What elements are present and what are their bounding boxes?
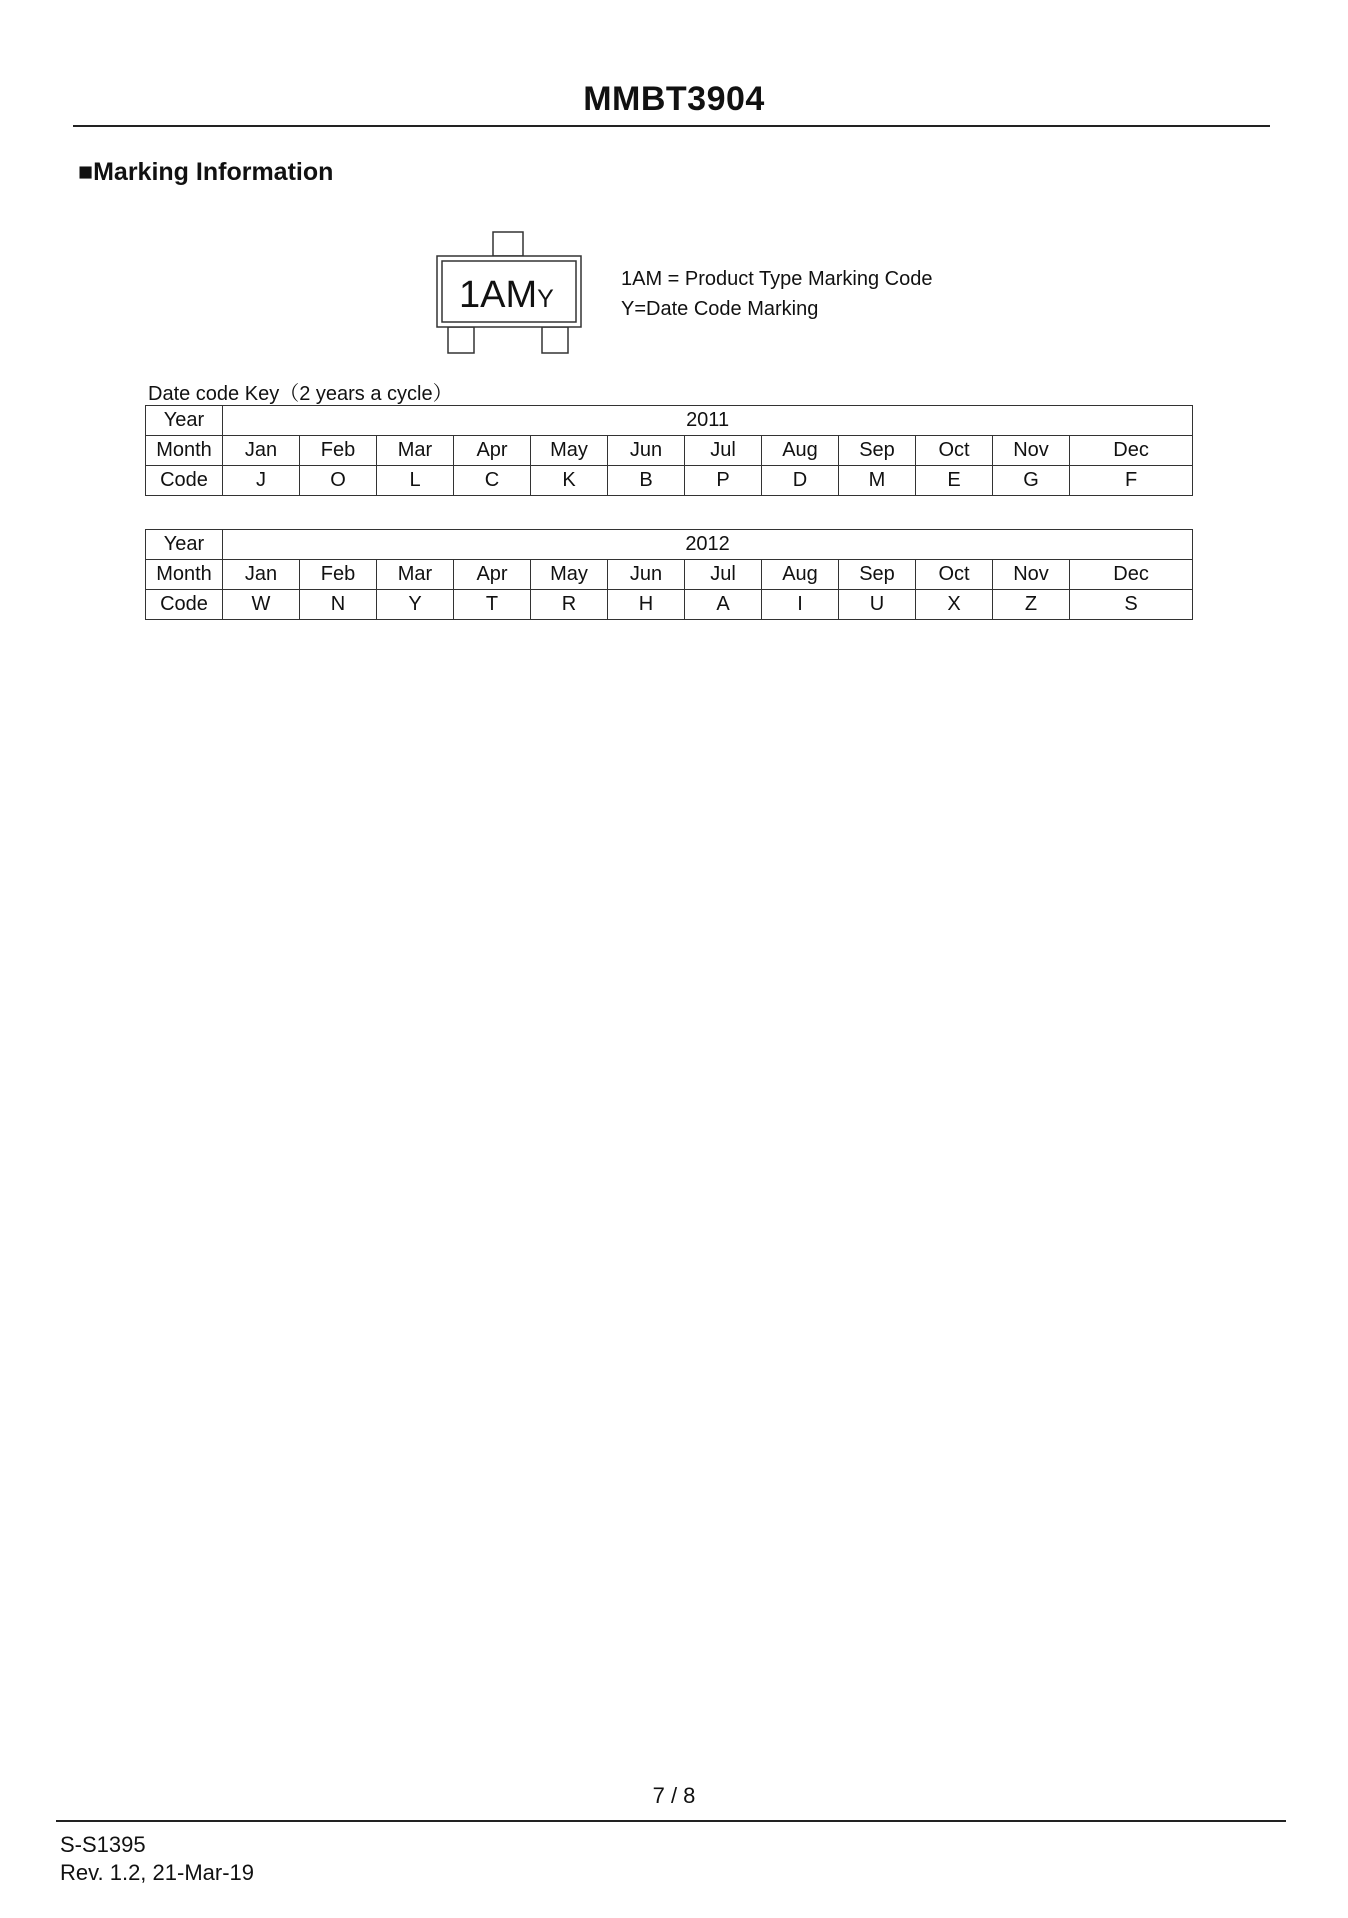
code-cell: N	[300, 590, 377, 620]
code-cell: L	[377, 466, 454, 496]
month-cell: Sep	[839, 560, 916, 590]
code-cell: W	[223, 590, 300, 620]
code-cell: Y	[377, 590, 454, 620]
month-cell: Mar	[377, 560, 454, 590]
code-label: Code	[146, 590, 223, 620]
code-cell: O	[300, 466, 377, 496]
table-row	[146, 406, 1193, 436]
code-cell: Z	[993, 590, 1070, 620]
month-cell: Feb	[300, 436, 377, 466]
code-cell: I	[762, 590, 839, 620]
month-cell: Oct	[916, 436, 993, 466]
code-cell: K	[531, 466, 608, 496]
marking-legend	[621, 264, 932, 324]
page-number: 7 / 8	[652, 1783, 696, 1808]
package-marking-code: 1AM	[459, 274, 538, 316]
header-divider	[73, 125, 1270, 127]
month-cell: Dec	[1070, 560, 1193, 590]
code-cell: A	[685, 590, 762, 620]
code-label: Code	[146, 466, 223, 496]
code-cell: P	[685, 466, 762, 496]
legend-product-code: 1AM = Product Type Marking Code	[621, 268, 933, 290]
month-cell: Jan	[223, 436, 300, 466]
month-cell: Sep	[839, 436, 916, 466]
package-left-lead	[448, 327, 474, 353]
month-cell: May	[531, 436, 608, 466]
code-cell: B	[608, 466, 685, 496]
section-heading: ■Marking Information	[78, 158, 334, 186]
month-cell: Jul	[685, 560, 762, 590]
code-cell: G	[993, 466, 1070, 496]
table-row	[146, 530, 1193, 560]
code-cell: X	[916, 590, 993, 620]
code-cell: U	[839, 590, 916, 620]
month-cell: Aug	[762, 436, 839, 466]
month-cell: Apr	[454, 436, 531, 466]
package-date-code: Y	[537, 285, 554, 313]
year-value: 2012	[223, 530, 1193, 560]
year-value: 2011	[223, 406, 1193, 436]
document-id: S-S1395	[60, 1832, 146, 1857]
month-cell: Jan	[223, 560, 300, 590]
month-label: Month	[146, 560, 223, 590]
revision-info: Rev. 1.2, 21-Mar-19	[60, 1860, 255, 1885]
package-right-lead	[542, 327, 568, 353]
date-code-key-title: Date code Key（2 years a cycle）	[148, 383, 453, 405]
code-cell: S	[1070, 590, 1193, 620]
package-top-lead	[493, 232, 523, 256]
code-cell: H	[608, 590, 685, 620]
month-label: Month	[146, 436, 223, 466]
sot23-package-diagram	[435, 230, 585, 360]
code-cell: M	[839, 466, 916, 496]
month-cell: Jun	[608, 436, 685, 466]
month-cell: Apr	[454, 560, 531, 590]
month-cell: Oct	[916, 560, 993, 590]
month-cell: May	[531, 560, 608, 590]
table-row	[146, 560, 1193, 590]
year-label: Year	[146, 406, 223, 436]
month-cell: Jul	[685, 436, 762, 466]
document-title: MMBT3904	[583, 80, 765, 118]
year-label: Year	[146, 530, 223, 560]
legend-date-code: Y=Date Code Marking	[621, 298, 819, 320]
code-cell: F	[1070, 466, 1193, 496]
table-row	[146, 466, 1193, 496]
date-code-table-2012	[145, 529, 1193, 620]
month-cell: Feb	[300, 560, 377, 590]
table-row	[146, 436, 1193, 466]
code-cell: T	[454, 590, 531, 620]
month-cell: Nov	[993, 436, 1070, 466]
month-cell: Dec	[1070, 436, 1193, 466]
code-cell: R	[531, 590, 608, 620]
month-cell: Aug	[762, 560, 839, 590]
date-code-table-2011	[145, 405, 1193, 496]
code-cell: D	[762, 466, 839, 496]
code-cell: C	[454, 466, 531, 496]
code-cell: E	[916, 466, 993, 496]
table-row	[146, 590, 1193, 620]
footer-divider	[56, 1820, 1286, 1822]
month-cell: Mar	[377, 436, 454, 466]
month-cell: Nov	[993, 560, 1070, 590]
month-cell: Jun	[608, 560, 685, 590]
code-cell: J	[223, 466, 300, 496]
